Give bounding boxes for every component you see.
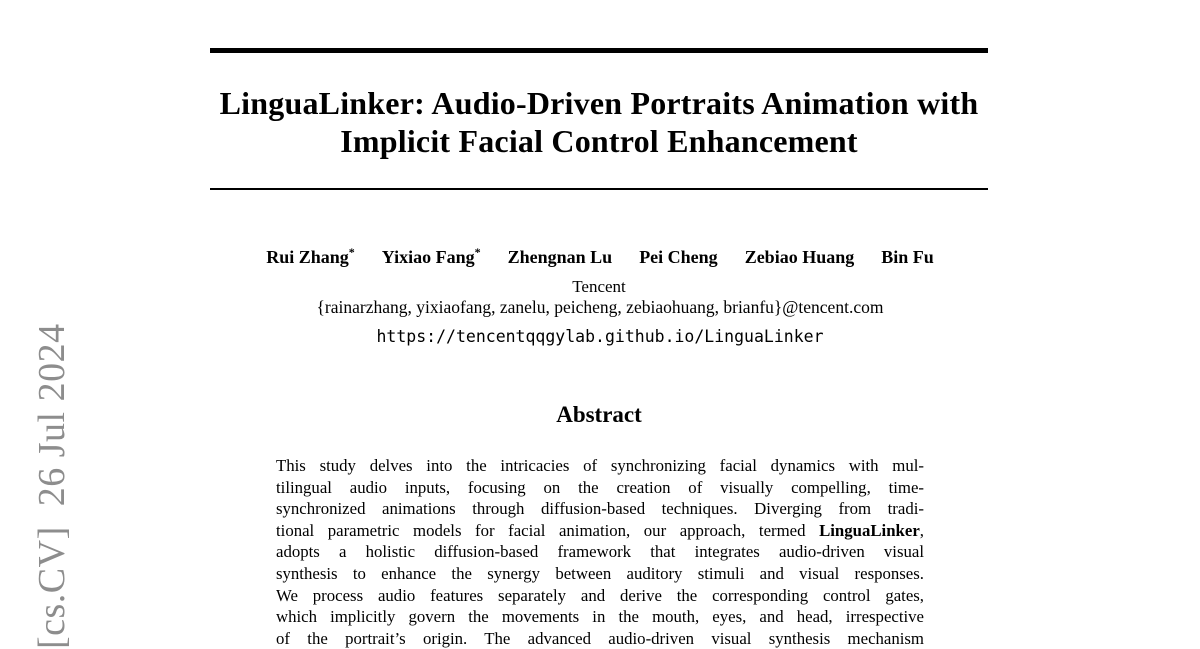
paper-title-line1: LinguaLinker: Audio-Driven Portraits Animation with xyxy=(219,85,979,121)
author-name xyxy=(639,247,718,268)
author-name xyxy=(266,247,355,268)
paper-title-line2: Implicit Facial Control Enhancement xyxy=(340,123,858,159)
author-name-text: Bin Fu xyxy=(881,247,934,267)
abstract-line: This study delves into the intricacies of synchronizing facial dynamics with mul- xyxy=(276,456,924,475)
abstract-line: We process audio features separately and derive the corresponding control gates, xyxy=(276,585,924,605)
author-footnote-mark: * xyxy=(348,245,355,259)
abstract-heading: Abstract xyxy=(556,402,642,427)
top-rule xyxy=(210,48,988,53)
author-name-text: Zhengnan Lu xyxy=(507,247,613,267)
author-name-text: Zebiao Huang xyxy=(744,247,855,267)
abstract-line: synchronized animations through diffusion-based techniques. Diverging from tradi- xyxy=(276,499,924,519)
abstract-line: tional parametric models for facial animation, our approach, termed LinguaLinker, xyxy=(276,520,924,540)
abstract-line: adopts a holistic diffusion-based framework that integrates audio-driven visual xyxy=(276,542,924,562)
author-footnote-mark: * xyxy=(474,245,481,259)
author-name xyxy=(382,247,481,268)
author-name-text: Yixiao Fang xyxy=(381,247,475,267)
author-list xyxy=(110,247,1090,268)
abstract-line: which implicitly govern the movements in the mouth, eyes, and head, irrespective xyxy=(276,607,924,627)
author-name xyxy=(508,247,613,268)
paper-title xyxy=(180,84,1018,160)
author-name xyxy=(881,247,934,268)
abstract-line: tilingual audio inputs, focusing on the creation of visually compelling, time- xyxy=(276,477,924,497)
author-name-text: Pei Cheng xyxy=(639,247,718,267)
email-line: {rainarzhang, yixiaofang, zanelu, peicheng, zebiaohuang, brianfu}@tencent.com xyxy=(316,297,884,317)
arxiv-sidebar-stamp: [cs.CV] 26 Jul 2024 xyxy=(31,323,73,649)
project-page-link[interactable]: https://tencentqqgylab.github.io/LinguaLinker xyxy=(376,327,824,346)
author-name xyxy=(745,247,855,268)
abstract-line: of the portrait’s origin. The advanced audio-driven visual synthesis mechanism xyxy=(276,628,924,648)
author-name-text: Rui Zhang xyxy=(266,247,349,267)
abstract-line: synthesis to enhance the synergy between auditory stimuli and visual responses. xyxy=(276,563,924,583)
affiliation: Tencent xyxy=(572,277,626,296)
title-separator-rule xyxy=(210,188,988,190)
abstract-text xyxy=(276,455,924,649)
